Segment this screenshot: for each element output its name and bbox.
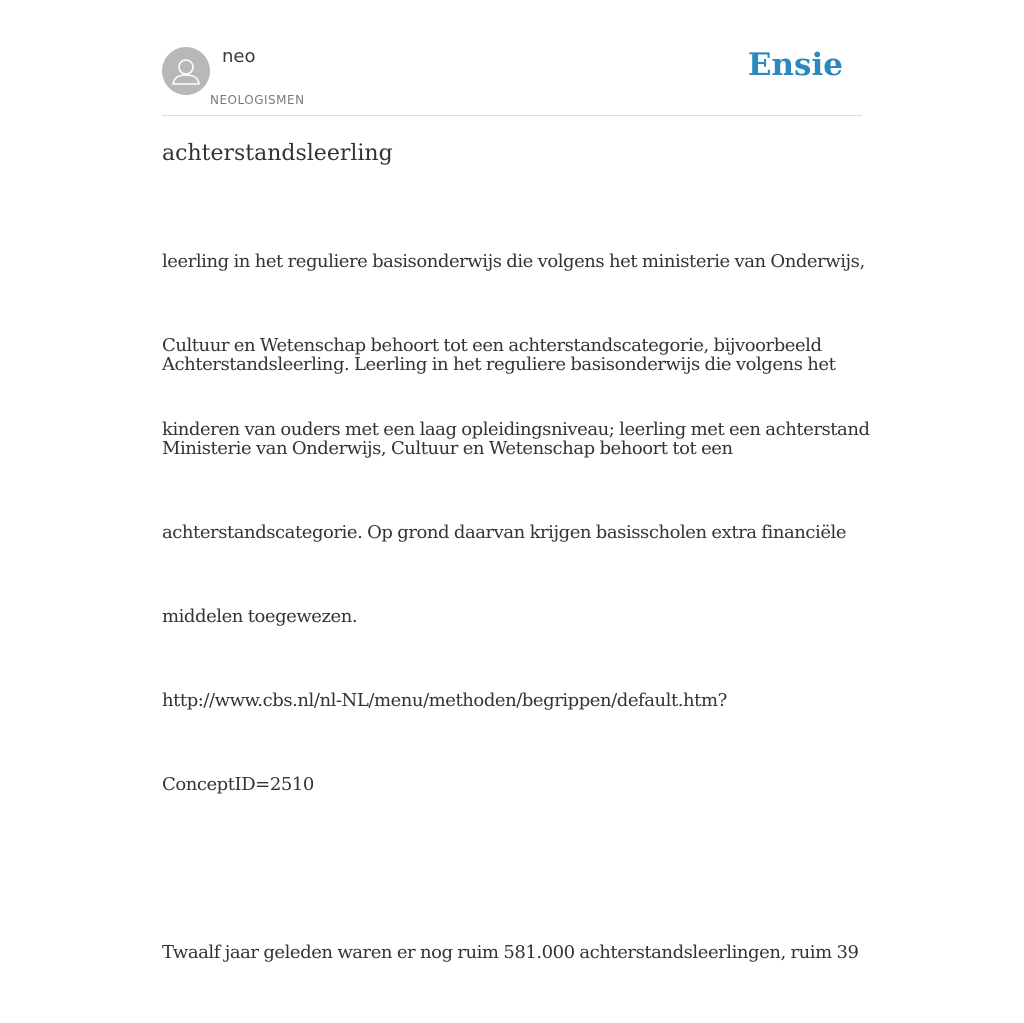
example-line: Twaalf jaar geleden waren er nog ruim 581.000 achterstandsleerlingen, ruim 39 xyxy=(162,942,859,963)
definition-line: kinderen van ouders met een laag opleidingsniveau; leerling met een achterstand xyxy=(162,419,870,440)
author-name[interactable]: neo xyxy=(222,46,256,67)
example-line: Ministerie van Onderwijs, Cultuur en Wetenschap behoort tot een xyxy=(162,438,733,459)
example-line: achterstandscategorie. Op grond daarvan krijgen basisscholen extra financiële xyxy=(162,522,847,543)
brand-logo[interactable]: Ensie xyxy=(747,47,843,83)
example-line: middelen toegewezen. xyxy=(162,606,358,627)
user-avatar-icon xyxy=(162,47,210,95)
definition-line: leerling in het reguliere basisonderwijs die volgens het ministerie van Onderwijs, xyxy=(162,251,865,272)
example-line: Achterstandsleerling. Leerling in het reguliere basisonderwijs die volgens het xyxy=(162,354,836,375)
source-url[interactable]: ConceptID=2510 xyxy=(162,774,314,795)
definition-line: Cultuur en Wetenschap behoort tot een achterstandscategorie, bijvoorbeeld xyxy=(162,335,822,356)
entry-term: achterstandsleerling xyxy=(162,141,393,166)
entry-header xyxy=(162,0,862,116)
blank-line xyxy=(162,855,882,883)
entry-card xyxy=(162,0,870,963)
source-url[interactable]: http://www.cbs.nl/nl-NL/menu/methoden/begrippen/default.htm? xyxy=(162,690,727,711)
entry-example xyxy=(162,295,882,1023)
author-avatar[interactable] xyxy=(162,47,210,95)
category-label[interactable]: NEOLOGISMEN xyxy=(210,93,305,107)
